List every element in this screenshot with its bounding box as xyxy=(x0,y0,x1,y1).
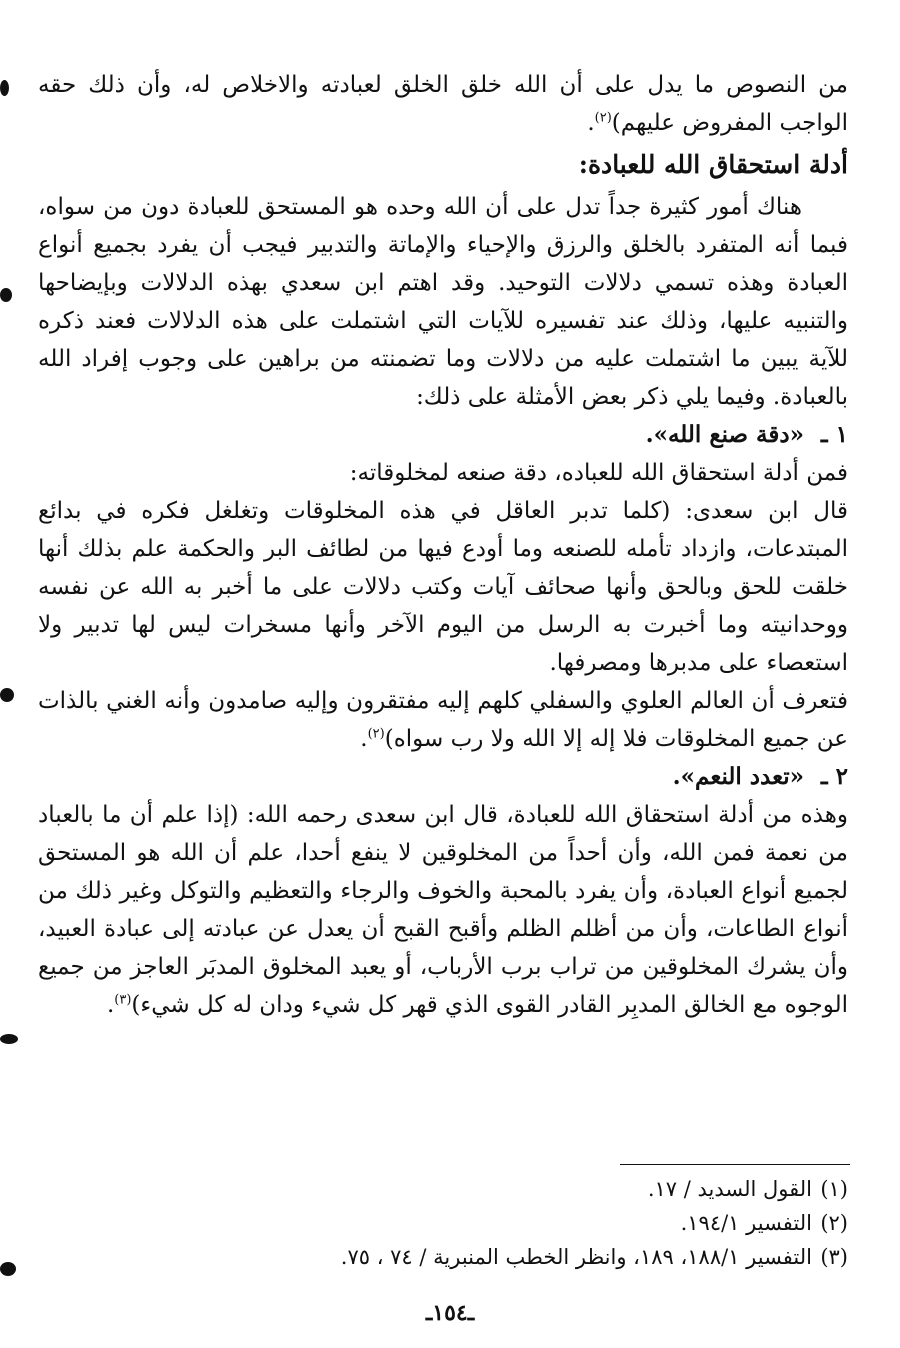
footnotes xyxy=(38,1172,848,1274)
footnote-3: (٣)التفسير ١٨٨/١، ١٨٩، وانظر الخطب المنبرية / ٧٤ ، ٧٥. xyxy=(340,1245,848,1269)
paragraph-intro: من النصوص ما يدل على أن الله خلق الخلق لعبادته والاخلاص له، وأن ذلك حقه الواجب المفروض عليهم)$^{(٢)}$. xyxy=(38,72,848,136)
footnote-2: (٢)التفسير ١٩٤/١. xyxy=(680,1211,848,1235)
footnote-1: (١)القول السديد / ١٧. xyxy=(647,1177,848,1201)
item-1-title: ١ ـ«دقة صنع الله». xyxy=(645,421,848,448)
page-body xyxy=(38,66,848,1024)
scan-blot xyxy=(0,688,14,702)
item-2-title: ٢ ـ«تعدد النعم». xyxy=(672,763,848,790)
scan-blot xyxy=(0,1262,16,1276)
item-1-continuation: فتعرف أن العالم العلوي والسفلي كلهم إليه مفتقرون وإليه صامدون وأنه الغني بالذات عن جميع المخلوقات فلا إله إلا الله ولا رب سواه)$^{(٢)}$. xyxy=(38,688,848,752)
scan-blot xyxy=(0,288,12,302)
scan-blot xyxy=(0,80,9,96)
item-1-intro: فمن أدلة استحقاق الله للعباده، دقة صنعه لمخلوقاته: xyxy=(349,460,848,486)
item-2-text: وهذه من أدلة استحقاق الله للعبادة، قال ابن سعدى رحمه الله: (إذا علم أن ما بالعباد من نعمة فمن الله، وأن أحداً من المخلوقين لا ينفع أحدا، علم أن الله هو المستحق لجميع أنواع العبادة، وأن يفرد بالمحبة والخوف والرجاء والتعظيم والتوكل وغير ذلك من أنواع الطاعات، وأن من أظلم الظلم وأقبح القبح أن يعدل عن عبادته إلى عبادة العبيد، وأن يشرك المخلوقين من تراب برب الأرباب، أو يعبد المخلوق المدبَر العاجز من جميع الوجوه مع الخالق المدبِر القادر القوى الذي قهر كل شيء ودان له كل شيء)$^{(٣)}$. xyxy=(38,802,848,1018)
footnote-divider xyxy=(620,1164,850,1165)
footnote-ref: (٣) xyxy=(114,992,132,1008)
paragraph-evidence: هناك أمور كثيرة جداً تدل على أن الله وحده هو المستحق للعبادة دون من سواه، فبما أنه المتفرد بالخلق والرزق والإحياء والإماتة والتدبير فيجب أن يفرد بجميع أنواع العبادة وهذه تسمي دلالات التوحيد. وقد اهتم ابن سعدي بهذه الدلالات وبإيضاحها والتنبيه عليها، وذلك عند تفسيره للآيات التي اشتملت على هذه الدلالات فعند ذكره للآية يبين ما اشتملت عليه من دلالات وما تضمنته من براهين على وجوب إفراد الله بالعبادة. وفيما يلي ذكر بعض الأمثلة على ذلك: xyxy=(38,194,848,410)
footnote-ref: (٢) xyxy=(594,110,612,126)
item-1-quote: قال ابن سعدى: (كلما تدبر العاقل في هذه المخلوقات وتغلغل فكره في بدائع المبتدعات، وازداد تأمله للصنعه وما أودع فيها من لطائف البر والحكمة علم بذلك أنها خلقت للحق وبالحق وأنها صحائف آيات وكتب دلالات على ما أخبر به الله عن نفسه ووحدانيته وما أخبرت به الرسل من اليوم الآخر وأنها مسخرات ليس لها تدبير ولا استعصاء على مدبرها ومصرفها. xyxy=(38,498,848,676)
footnote-ref: (٢) xyxy=(367,726,385,742)
scan-blot xyxy=(0,1034,18,1044)
section-heading: أدلة استحقاق الله للعبادة: xyxy=(578,150,848,179)
page-number: ـ١٥٤ـ xyxy=(425,1300,475,1326)
